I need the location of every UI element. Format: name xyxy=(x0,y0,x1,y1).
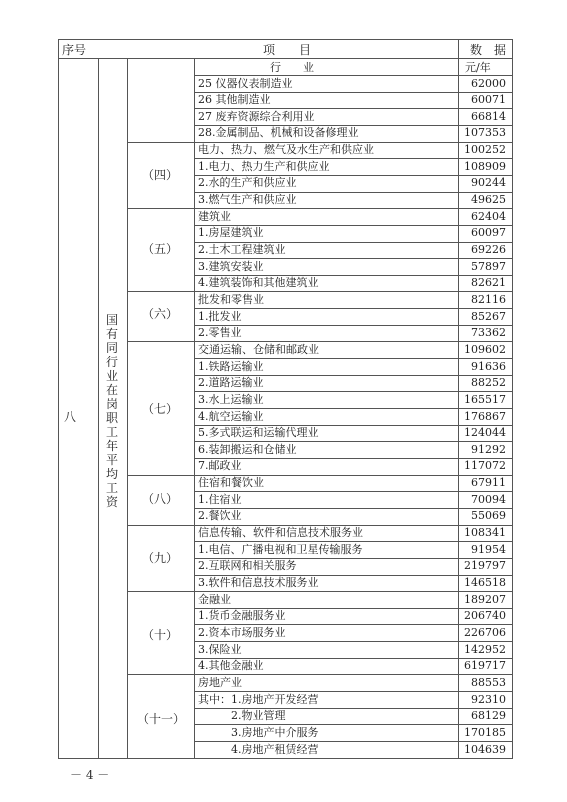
row-value: 107353 xyxy=(464,126,506,140)
group-label-7: （七） xyxy=(142,402,179,416)
row-label: 27 废弃资源综合利用业 xyxy=(198,109,315,123)
row-value: 176867 xyxy=(464,409,506,423)
row-divider xyxy=(194,475,512,476)
row-label: 2.餐饮业 xyxy=(198,509,242,523)
row-divider xyxy=(194,258,512,259)
row-divider xyxy=(194,108,512,109)
row-value: 73362 xyxy=(471,326,506,340)
group-divider xyxy=(127,674,194,675)
row-label: 2.物业管理 xyxy=(198,709,286,723)
row-label: 信息传输、软件和信息技术服务业 xyxy=(198,526,363,540)
group-label-8: （八） xyxy=(142,492,179,506)
row-label: 2.资本市场服务业 xyxy=(198,625,286,639)
subheader-bottom-border xyxy=(194,75,512,76)
group-label-9: （九） xyxy=(142,551,179,565)
row-divider xyxy=(194,142,512,143)
row-label: 住宿和餐饮业 xyxy=(198,476,264,490)
group-divider xyxy=(127,142,194,143)
row-divider xyxy=(194,92,512,93)
row-value: 57897 xyxy=(471,259,506,273)
row-divider xyxy=(194,541,512,542)
row-value: 91954 xyxy=(471,542,506,556)
row-label: 建筑业 xyxy=(198,209,231,223)
row-label: 2.土木工程建筑业 xyxy=(198,243,286,256)
group-top-divider xyxy=(127,58,194,59)
row-value: 619717 xyxy=(464,659,506,673)
row-value: 91292 xyxy=(471,442,506,456)
row-value: 91636 xyxy=(471,359,506,373)
row-divider xyxy=(194,491,512,492)
row-divider xyxy=(194,558,512,559)
row-value: 124044 xyxy=(464,426,506,440)
group-divider xyxy=(127,208,194,209)
row-label: 3.水上运输业 xyxy=(198,392,264,406)
row-divider xyxy=(194,608,512,609)
row-label: 1.铁路运输业 xyxy=(198,359,264,373)
header-col-no: 序号 xyxy=(62,43,87,57)
section-number: 八 xyxy=(64,410,77,424)
row-value: 82621 xyxy=(471,276,506,290)
row-value: 142952 xyxy=(464,642,506,656)
row-label: 1.电信、广播电视和卫星传输服务 xyxy=(198,542,363,556)
row-divider xyxy=(194,708,512,709)
page-number: － 4 － xyxy=(70,768,110,782)
row-divider xyxy=(194,724,512,725)
row-divider xyxy=(194,208,512,209)
row-value: 100252 xyxy=(464,143,506,157)
group-column-divider xyxy=(194,58,195,758)
row-label: 3.软件和信息技术服务业 xyxy=(198,576,319,589)
group-label-4: （四） xyxy=(142,168,179,182)
row-divider xyxy=(194,308,512,309)
row-value: 117072 xyxy=(464,459,506,473)
row-divider xyxy=(194,575,512,576)
row-label: 1.住宿业 xyxy=(198,492,242,506)
row-value: 226706 xyxy=(464,625,506,639)
row-value: 108909 xyxy=(464,159,506,173)
row-label: 2.零售业 xyxy=(198,326,242,340)
row-divider xyxy=(194,741,512,742)
row-value: 88553 xyxy=(471,675,506,689)
row-label: 1.电力、热力生产和供应业 xyxy=(198,159,330,173)
section-column-divider xyxy=(98,58,99,758)
row-label: 批发和零售业 xyxy=(198,292,264,306)
row-value: 68129 xyxy=(471,709,506,723)
row-value: 60071 xyxy=(471,93,506,107)
row-label: 4.航空运输业 xyxy=(198,409,264,423)
group-divider xyxy=(127,291,194,292)
row-label: 电力、热力、燃气及水生产和供应业 xyxy=(198,143,374,157)
row-divider xyxy=(194,375,512,376)
group-divider xyxy=(127,341,194,342)
row-value: 62000 xyxy=(471,76,506,90)
table-bottom-border xyxy=(58,758,512,759)
row-label: 2.水的生产和供应业 xyxy=(198,176,297,190)
section-label: 国有同行业在岗职工年平均工资 xyxy=(105,313,118,509)
row-value: 189207 xyxy=(464,592,506,606)
group-label-6: （六） xyxy=(142,307,179,321)
table-right-border xyxy=(512,39,513,759)
row-divider xyxy=(194,691,512,692)
group-label-5: （五） xyxy=(142,242,179,256)
row-divider xyxy=(194,225,512,226)
row-divider xyxy=(194,175,512,176)
table-top-border xyxy=(58,39,512,40)
row-label: 7.邮政业 xyxy=(198,459,242,473)
row-value: 70094 xyxy=(471,492,506,506)
row-label: 金融业 xyxy=(198,592,231,606)
row-label: 1.批发业 xyxy=(198,309,242,323)
row-divider xyxy=(194,658,512,659)
row-divider xyxy=(194,391,512,392)
group-divider xyxy=(127,525,194,526)
row-divider xyxy=(194,275,512,276)
row-divider xyxy=(194,408,512,409)
group-divider xyxy=(127,475,194,476)
row-label: 4.房地产租赁经营 xyxy=(198,742,319,756)
row-label: 其中：1.房地产开发经营 xyxy=(198,692,319,706)
row-label: 4.其他金融业 xyxy=(198,659,264,673)
row-value: 67911 xyxy=(471,476,506,490)
row-divider xyxy=(194,525,512,526)
row-value: 66814 xyxy=(471,109,506,123)
row-divider xyxy=(194,341,512,342)
header-col-value: 数 据 xyxy=(470,43,507,57)
row-divider xyxy=(194,441,512,442)
row-value: 206740 xyxy=(464,609,506,623)
row-value: 146518 xyxy=(464,576,506,589)
row-divider xyxy=(194,325,512,326)
row-value: 170185 xyxy=(464,725,506,739)
row-label: 2.互联网和相关服务 xyxy=(198,559,297,573)
row-value: 82116 xyxy=(471,292,506,306)
row-label: 3.燃气生产和供应业 xyxy=(198,193,297,207)
row-divider xyxy=(194,641,512,642)
row-label: 6.装卸搬运和仓储业 xyxy=(198,442,297,456)
row-divider xyxy=(194,591,512,592)
row-value: 104639 xyxy=(464,742,506,756)
row-label: 26 其他制造业 xyxy=(198,93,271,107)
group-divider xyxy=(127,591,194,592)
row-value: 69226 xyxy=(471,243,506,256)
row-value: 55069 xyxy=(471,509,506,523)
subheader-industry: 行 业 xyxy=(270,61,314,74)
row-label: 交通运输、仓储和邮政业 xyxy=(198,342,319,356)
value-column-divider xyxy=(458,39,459,758)
row-label: 3.房地产中介服务 xyxy=(198,725,319,739)
row-value: 88252 xyxy=(471,376,506,390)
group-label-11: （十一） xyxy=(137,712,186,726)
row-value: 49625 xyxy=(471,193,506,207)
row-value: 90244 xyxy=(471,176,506,190)
row-value: 92310 xyxy=(471,692,506,706)
row-divider xyxy=(194,125,512,126)
row-divider xyxy=(194,508,512,509)
row-value: 60097 xyxy=(471,226,506,240)
row-label: 4.建筑装饰和其他建筑业 xyxy=(198,276,319,290)
row-label: 1.房屋建筑业 xyxy=(198,226,264,240)
row-label: 28.金属制品、机械和设备修理业 xyxy=(198,126,359,140)
row-label: 2.道路运输业 xyxy=(198,376,264,390)
row-divider xyxy=(194,291,512,292)
row-value: 62404 xyxy=(471,209,506,223)
row-divider xyxy=(194,458,512,459)
row-label: 5.多式联运和运输代理业 xyxy=(198,426,319,440)
row-label: 3.建筑安装业 xyxy=(198,259,264,273)
group-label-10: （十） xyxy=(142,628,179,642)
row-divider xyxy=(194,425,512,426)
row-value: 219797 xyxy=(464,559,506,573)
row-value: 108341 xyxy=(464,526,506,540)
row-divider xyxy=(194,674,512,675)
row-divider xyxy=(194,358,512,359)
table-left-border xyxy=(58,39,59,758)
row-value: 165517 xyxy=(464,392,506,406)
row-divider xyxy=(194,624,512,625)
row-label: 房地产业 xyxy=(198,675,242,689)
header-col-item: 项 目 xyxy=(263,43,312,57)
row-label: 25 仪器仪表制造业 xyxy=(198,76,293,90)
row-value: 109602 xyxy=(464,342,506,356)
row-divider xyxy=(194,192,512,193)
row-value: 85267 xyxy=(471,309,506,323)
row-divider xyxy=(194,242,512,243)
subheader-unit: 元/年 xyxy=(465,61,491,74)
label-column-divider xyxy=(127,58,128,758)
row-divider xyxy=(194,158,512,159)
row-label: 1.货币金融服务业 xyxy=(198,609,286,623)
row-label: 3.保险业 xyxy=(198,642,242,656)
